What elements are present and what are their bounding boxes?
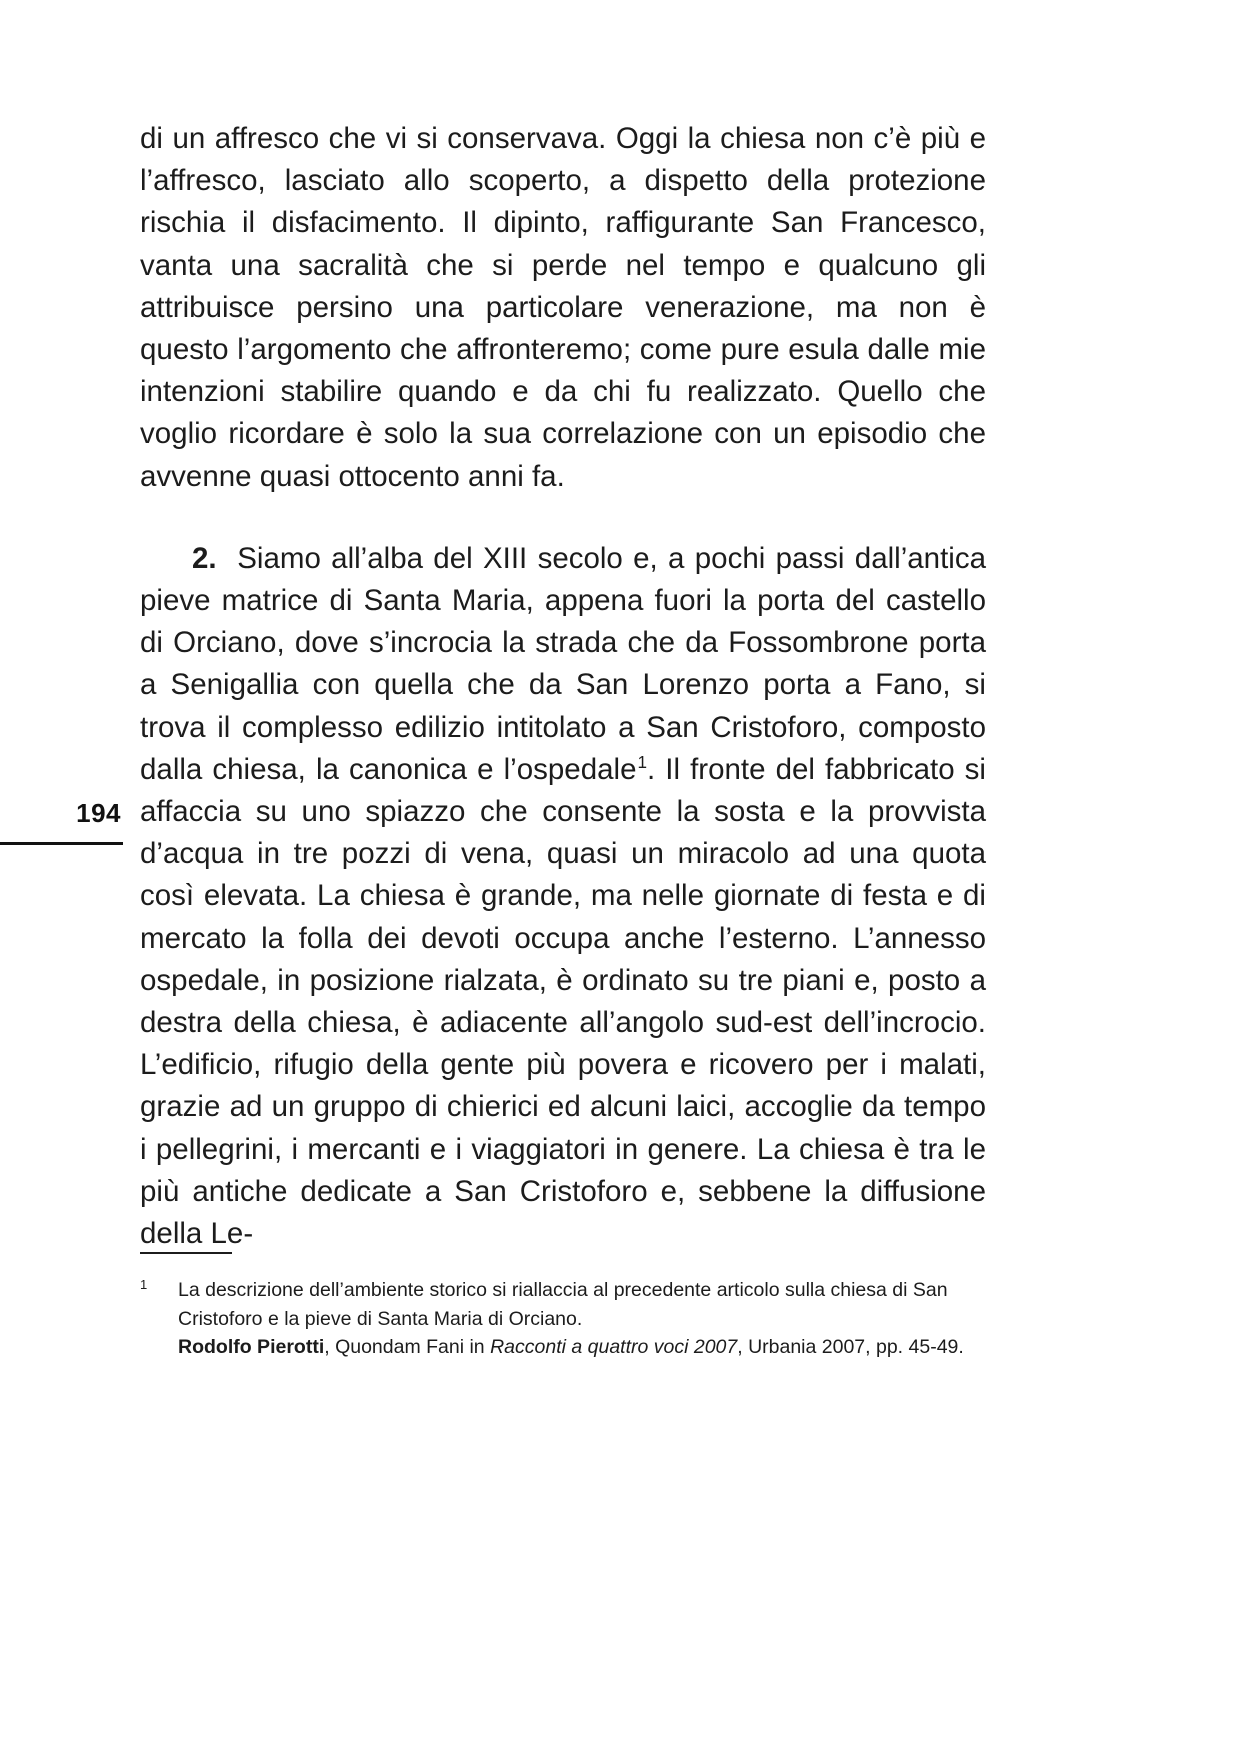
folio-block	[0, 800, 123, 845]
footnote-title: Racconti a quattro voci 2007	[490, 1336, 738, 1358]
body-paragraph-2	[140, 538, 986, 1255]
paragraph-1-text: di un affresco che vi si conservava. Oggi la chiesa non c’è più e l’affresco, lasciato allo scoperto, a dispetto della protezione rischia il disfacimento. Il dipinto, raffigurante San Francesco, vanta una sacralità che si perde nel tempo e qualcuno gli attribuisce persino una particolare venerazione, ma non è questo l’argomento che affronteremo; come pure esula dalle mie intenzioni stabilire quando e da chi fu realizzato. Quello che voglio ricordare è solo la sua correlazione con un episodio che avvenne quasi ottocento anni fa.	[140, 122, 986, 493]
body-paragraph-1	[140, 118, 986, 498]
footnote-body-1	[178, 1276, 986, 1362]
page-number: 194	[76, 798, 121, 828]
paragraph-2-text-before-note: Siamo all’alba del XIII secolo e, a pochi passi dall’antica pieve matrice di Santa Maria, appena fuori la porta del castello di Orciano, dove s’incrocia la strada che da Fossombrone porta a Senigallia con quella che da San Lorenzo porta a Fano, si trova il complesso edilizio intitolato a San Cristoforo, composto dalla chiesa, la canonica e l’ospedale	[140, 541, 986, 786]
footnote-description: La descrizione dell’ambiente storico si riallaccia al precedente articolo sulla chiesa di San Cristoforo e la pieve di Santa Maria di Orciano.	[178, 1279, 948, 1330]
footnote-area	[140, 1252, 986, 1362]
footnote-author: Rodolfo Pierotti	[178, 1336, 325, 1358]
footnote-reference-1[interactable]: 1	[637, 753, 647, 773]
paragraph-2-text-after-note: . Il fronte del fabbricato si affaccia su uno spiazzo che consente la sosta e la provvista d’acqua in tre pozzi di vena, quasi un miracolo ad una quota così elevata. La chiesa è grande, ma nelle giornate di festa e di mercato la folla dei devoti occupa anche l’esterno. L’annesso ospedale, in posizione rialzata, è ordinato su tre piani e, posto a destra della chiesa, è adiacente all’angolo sud-est dell’incrocio. L’edificio, rifugio della gente più povera e ricovero per i malati, grazie ad un gruppo di chierici ed alcuni laici, accoglie da tempo i pellegrini, i mercanti e i viaggiatori in genere. La chiesa è tra le più antiche dedicate a San Cristoforo e, sebbene la diffusione della Le-	[140, 752, 986, 1251]
paragraph-2-number: 2.	[192, 541, 217, 575]
footnote-marker-1: 1	[140, 1277, 148, 1292]
footnote-tail: , Urbania 2007, pp. 45-49.	[737, 1336, 964, 1358]
text-column	[140, 118, 986, 1255]
folio-rule	[0, 842, 123, 845]
footnote-separator-rule	[140, 1252, 232, 1254]
footnote-after-author: , Quondam Fani in	[324, 1336, 491, 1358]
footnote-1	[140, 1276, 986, 1362]
